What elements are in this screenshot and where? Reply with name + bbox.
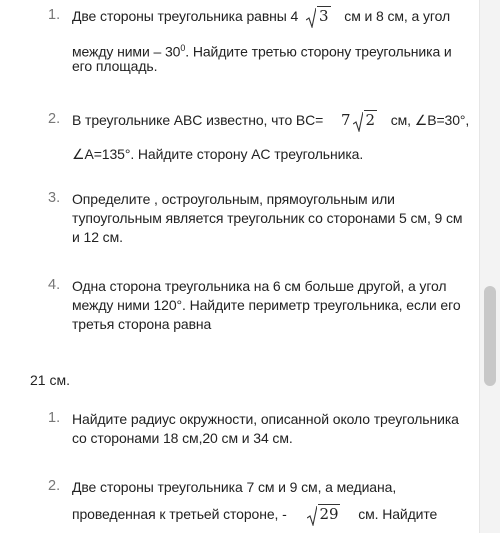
item-number: 4.	[48, 277, 61, 293]
scrollbar-thumb[interactable]	[484, 286, 496, 386]
vertical-scrollbar[interactable]	[479, 0, 500, 533]
square-root: 29	[307, 506, 341, 523]
item-text-line: между ними 120°. Найдите периметр треугольника, если его	[72, 297, 461, 313]
standalone-text: 21 см.	[30, 372, 70, 388]
item-text-line: проведенная к третьей стороне, - 29 см. Найдите	[72, 506, 437, 523]
item-number: 1.	[48, 410, 61, 426]
square-root: 3	[306, 8, 330, 25]
radical-sign-icon	[306, 8, 316, 28]
item-text-line: со сторонами 18 см,20 см и 34 см.	[72, 430, 293, 446]
item-text-line: между ними – $30^0$. Найдите третью сторону треугольника и	[72, 43, 452, 60]
item-text-line: Две стороны треугольника равны 4 3 см и 8 см, а угол	[72, 8, 450, 25]
item-text-line: тупоугольным является треугольник со сторонами 5 см, 9 см	[72, 210, 463, 226]
item-text-line: третья сторона равна	[72, 316, 212, 332]
item-text-line: ∠A=135°. Найдите сторону AC треугольника.	[72, 146, 364, 162]
item-text-line: Две стороны треугольника 7 см и 9 см, а медиана,	[72, 479, 397, 495]
item-text-line: Одна сторона треугольника на 6 см больше другой, а угол	[72, 278, 447, 294]
radical-sign-icon	[307, 506, 317, 526]
item-number: 2.	[48, 111, 61, 127]
item-text-line: В треугольнике ABC известно, что BC= 7 2 см, ∠B=30°,	[72, 112, 469, 129]
item-number: 2.	[48, 478, 61, 494]
item-number: 1.	[48, 7, 61, 23]
radical-sign-icon	[353, 112, 363, 132]
item-number: 3.	[48, 190, 61, 206]
item-text-line: его площадь.	[72, 58, 158, 74]
square-root: 2	[353, 112, 377, 129]
item-text-line: и 12 см.	[72, 229, 123, 245]
item-text-line: Найдите радиус окружности, описанной около треугольника	[72, 411, 459, 427]
item-text-line: Определите , остроугольным, прямоугольным или	[72, 191, 395, 207]
